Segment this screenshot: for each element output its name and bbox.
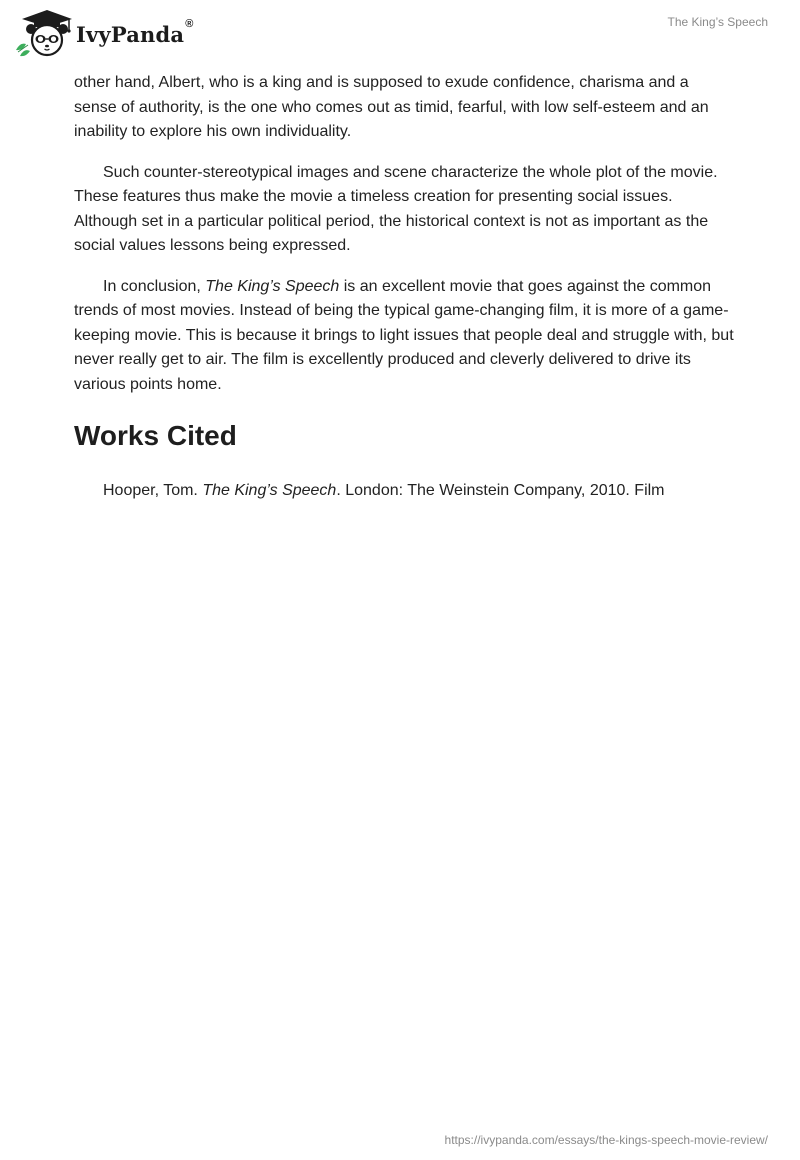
panda-graduate-icon bbox=[14, 8, 74, 58]
conclusion-rest: is an excellent movie that goes against the common trends of most movies. Instead of being the typical game-changing film, it is more of a game-keeping movie. This is because it brings to light issues that people deal and struggle with, but never really get to air. The film is excellently produced and cleverly delivered to drive its various points home. bbox=[74, 277, 734, 393]
ivypanda-logo[interactable] bbox=[14, 8, 194, 58]
citation-details: . London: The Weinstein Company, 2010. Film bbox=[336, 482, 665, 499]
paragraph-conclusion bbox=[74, 275, 734, 398]
works-cited-heading: Works Cited bbox=[74, 420, 237, 451]
citation-title: The King’s Speech bbox=[202, 482, 337, 499]
document-title: The King’s Speech bbox=[667, 15, 768, 29]
page-header bbox=[0, 0, 800, 70]
paragraph-counter-stereotypes: Such counter-stereotypical images and scene characterize the whole plot of the movie. These features thus make the movie a timeless creation for presenting social issues. Although set in a particular political period, the historical context is not as important as the social values lessons being expressed. bbox=[74, 163, 718, 254]
registered-mark: ® bbox=[185, 17, 194, 30]
paragraph-continued: other hand, Albert, who is a king and is supposed to exude confidence, charisma and a sense of authority, is the one who comes out as timid, fearful, with low self-esteem and an inability to explore his own individuality. bbox=[74, 74, 709, 140]
essay-content bbox=[74, 71, 734, 503]
citation-author: Hooper, Tom. bbox=[103, 482, 203, 499]
source-url[interactable]: https://ivypanda.com/essays/the-kings-speech-movie-review/ bbox=[444, 1133, 768, 1147]
citation-entry bbox=[74, 479, 734, 503]
brand-name: IvyPanda® bbox=[76, 17, 194, 47]
conclusion-lead: In conclusion, bbox=[103, 277, 206, 295]
movie-title-italic: The King’s Speech bbox=[205, 277, 340, 295]
